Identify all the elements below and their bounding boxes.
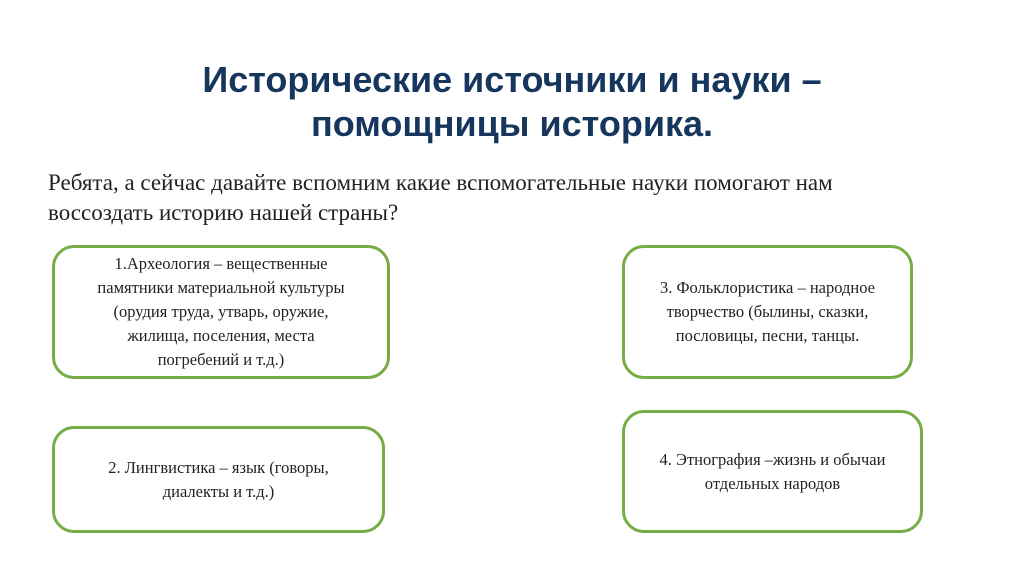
card-line: творчество (былины, сказки, xyxy=(666,302,869,321)
linguistics-card xyxy=(52,426,385,533)
card-text xyxy=(108,456,329,504)
folkloristics-card xyxy=(622,245,913,379)
card-line: (орудия труда, утварь, оружие, xyxy=(113,302,329,321)
slide-title xyxy=(100,58,924,146)
card-text xyxy=(97,252,344,372)
intro-text xyxy=(48,168,968,228)
intro-line-2: воссоздать историю нашей страны? xyxy=(48,200,399,225)
card-line: 3. Фольклористика – народное xyxy=(659,278,876,297)
card-line: пословицы, песни, танцы. xyxy=(675,326,860,345)
archaeology-card xyxy=(52,245,390,379)
card-text xyxy=(660,448,886,496)
card-line: 2. Лингвистика – язык (говоры, xyxy=(108,457,329,477)
card-line: погребений и т.д.) xyxy=(157,350,285,369)
card-line: диалекты и т.д.) xyxy=(162,481,275,501)
card-text xyxy=(660,276,875,348)
slide-title-line-1: Исторические источники и науки – xyxy=(202,59,822,100)
card-line: 4. Этнография –жизнь и обычаи xyxy=(659,449,886,469)
ethnography-card xyxy=(622,410,923,533)
card-line: отдельных народов xyxy=(704,473,841,493)
card-line: памятники материальной культуры xyxy=(97,278,345,297)
intro-line-1: Ребята, а сейчас давайте вспомним какие вспомогательные науки помогают нам xyxy=(48,170,833,195)
slide-title-line-2: помощницы историка. xyxy=(311,103,713,144)
card-line: 1.Археология – вещественные xyxy=(114,254,328,273)
card-line: жилища, поселения, места xyxy=(127,326,315,345)
